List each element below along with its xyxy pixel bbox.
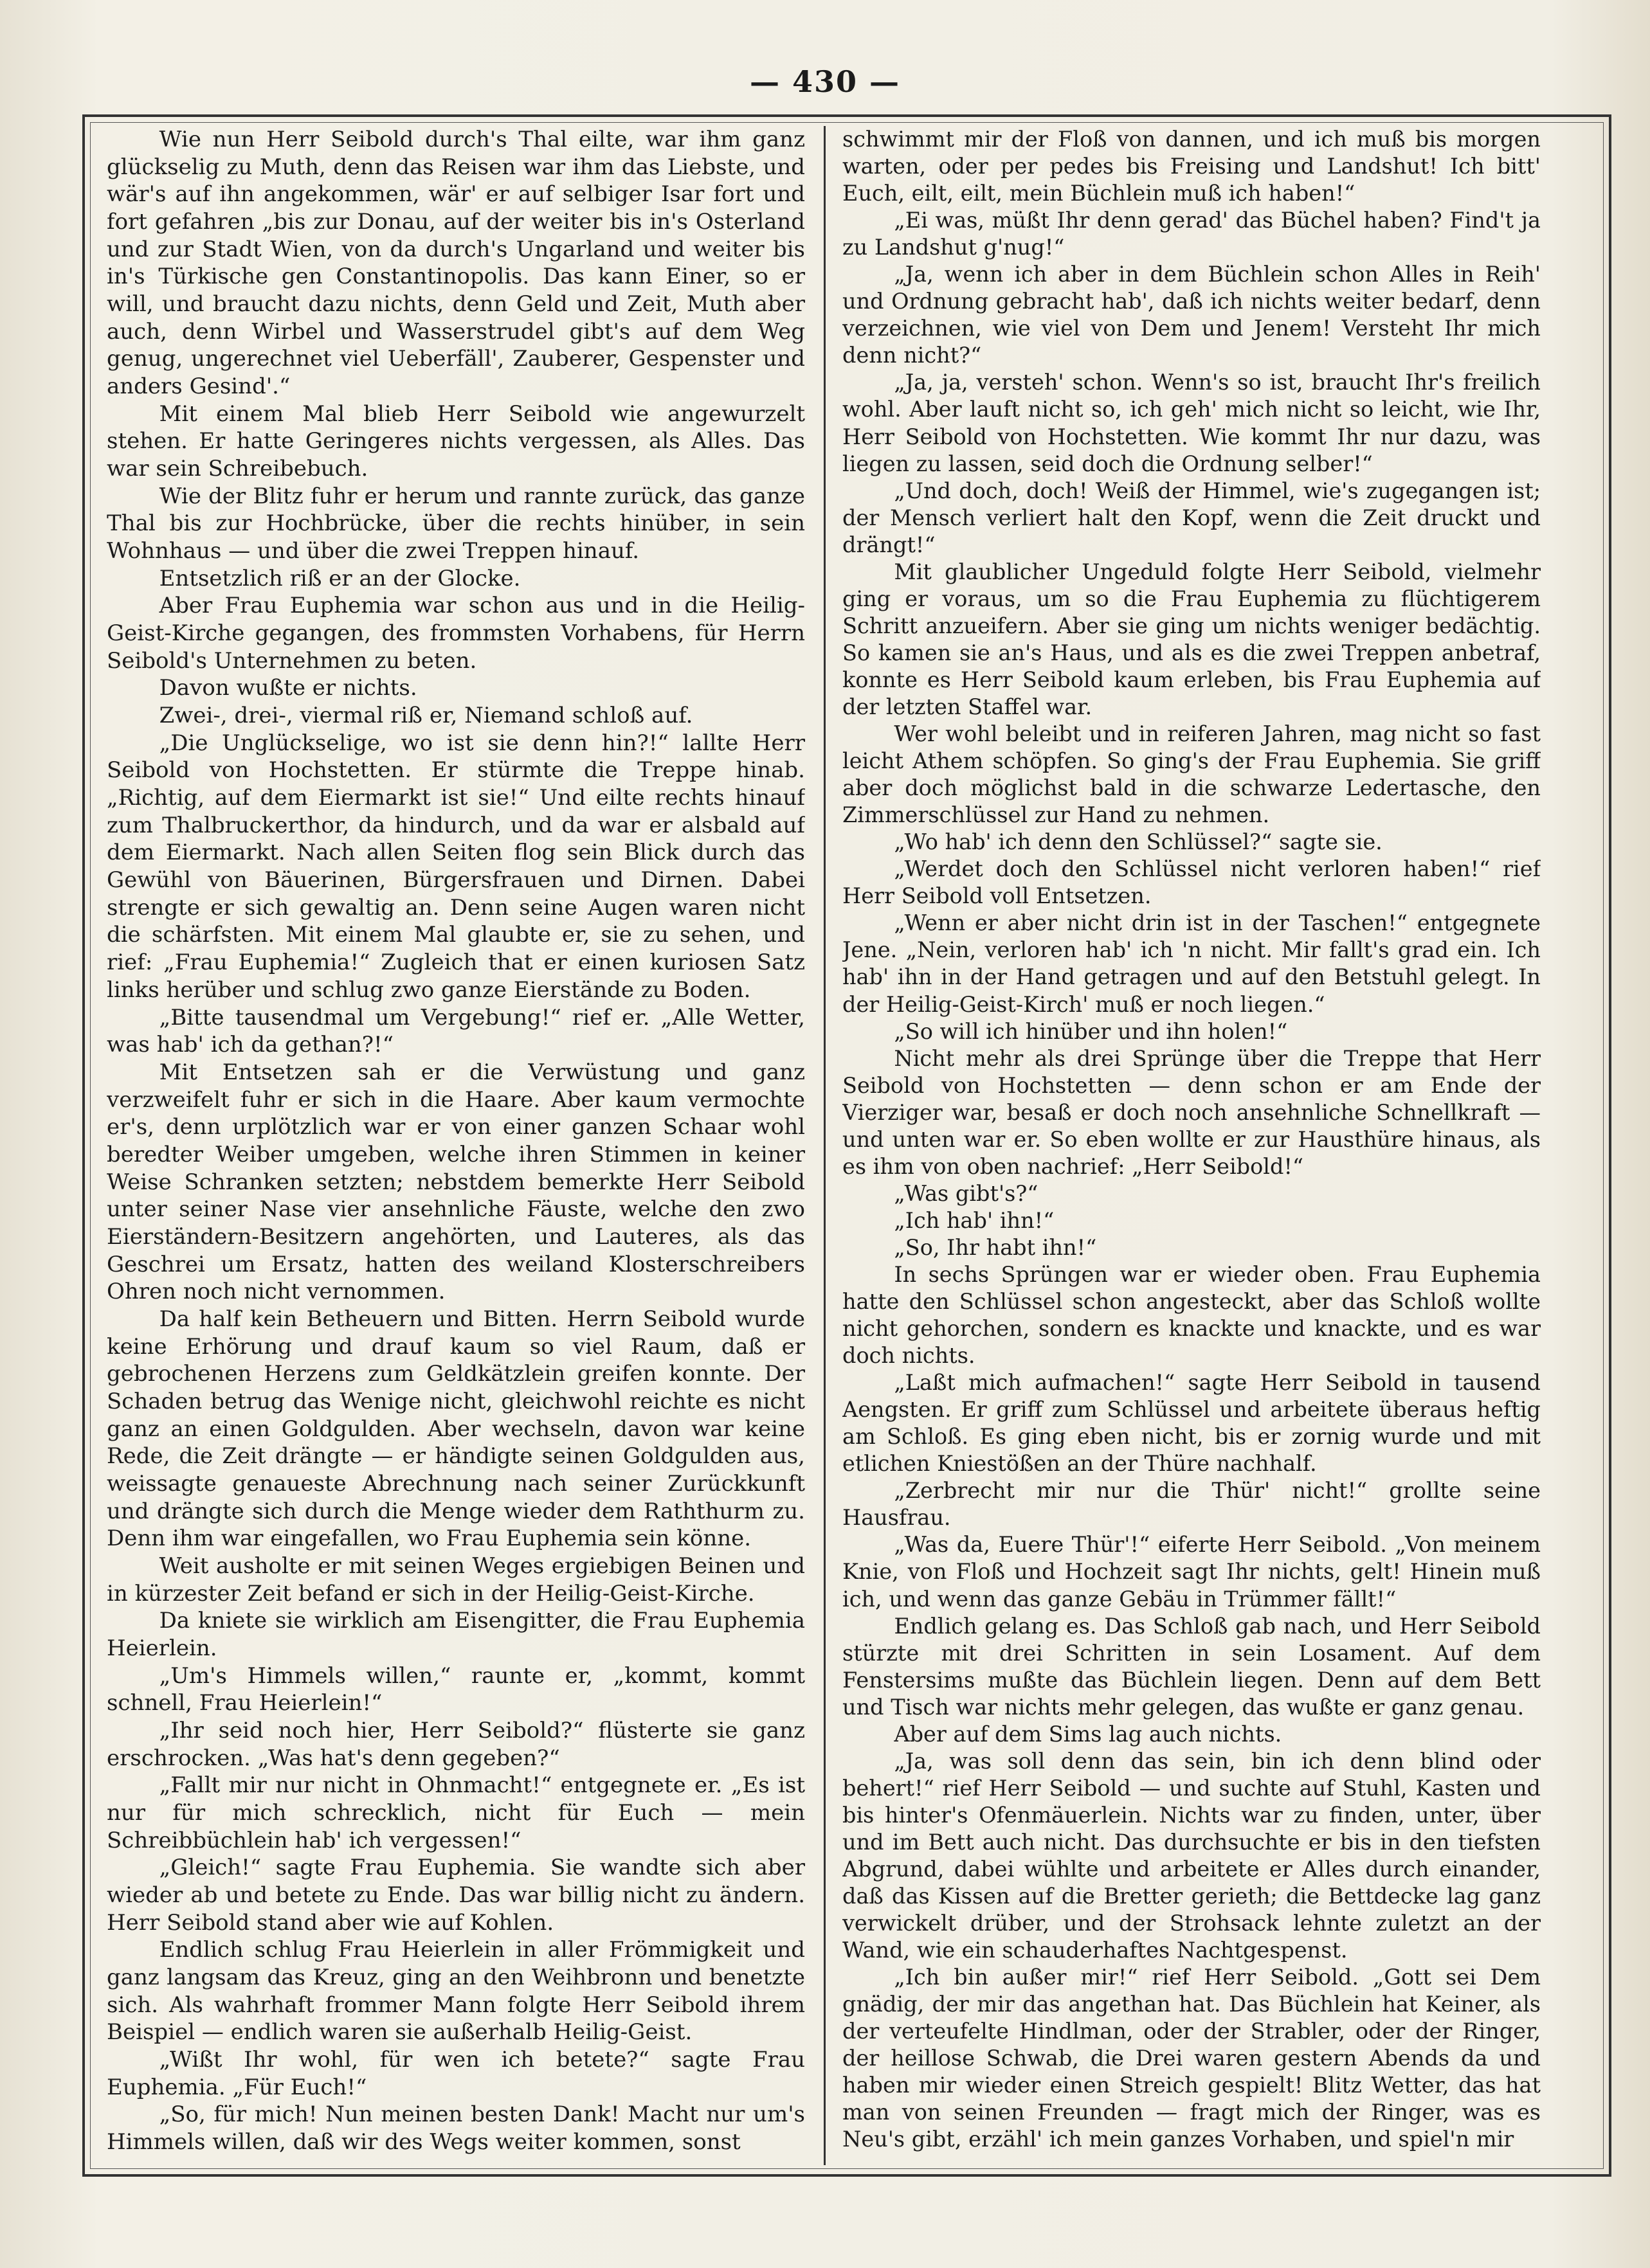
paragraph: „Bitte tausendmal um Vergebung!“ rief er. „Alle Wetter, was hab' ich da gethan?!“ (107, 1004, 805, 1058)
paragraph: „So will ich hinüber und ihn holen!“ (894, 1018, 1288, 1044)
paragraph: Endlich schlug Frau Heierlein in aller Frömmigkeit und ganz langsam das Kreuz, ging an den Weihbronn und benetzte sich. Als wahrhaft frommer Mann folgte Herr Seibold ihrem Beispiel — endlich waren sie außerhalb Heilig-Geist. (107, 1937, 805, 2046)
paragraph: „Was da, Euere Thür'!“ eiferte Herr Seibold. „Von meinem Knie, von Floß und Hochzeit sagt Ihr nichts, gelt! Hinein muß ich, und wenn das ganze Gebäu in Trümmer fällt!“ (842, 1532, 1541, 1612)
paragraph: „Gleich!“ sagte Frau Euphemia. Sie wandte sich aber wieder ab und betete zu Ende. Das war billig nicht zu ändern. Herr Seibold stand aber wie auf Kohlen. (107, 1855, 805, 1936)
paragraph: Zwei-, drei-, viermal riß er, Niemand schloß auf. (159, 703, 693, 729)
paragraph: Wie nun Herr Seibold durch's Thal eilte, war ihm ganz glückselig zu Muth, denn das Reisen war ihm das Liebste, und wär's auf ihn angekommen, wär' er auf selbiger Isar fort und fort gefahren „bis zur Donau, auf der weiter bis in's Osterland und zur Stadt Wien, von da durch's Ungarland und weiter bis in's Türkische gen Constantinopolis. Das kann Einer, so er will, und braucht dazu nichts, denn Geld und Zeit, Muth aber auch, denn Wirbel und Wasserstrudel gibt's auf dem Weg genug, ungerechnet viel Ueberfäll', Zauberer, Gespenster und anders Gesind'.“ (107, 127, 805, 400)
paragraph: Mit einem Mal blieb Herr Seibold wie angewurzelt stehen. Er hatte Geringeres nichts vergessen, als Alles. Das war sein Schreibebuch. (107, 401, 805, 482)
paragraph: Aber auf dem Sims lag auch nichts. (894, 1721, 1282, 1747)
paragraph: Davon wußte er nichts. (159, 675, 417, 701)
paragraph: „Wo hab' ich denn den Schlüssel?“ sagte sie. (894, 829, 1383, 855)
paragraph: Wer wohl beleibt und in reiferen Jahren, mag nicht so fast leicht Athem schöpfen. So ging's der Frau Euphemia. Sie griff aber doch möglichst bald in die schwarze Ledertasche, den Zimmerschlüssel zur Hand zu nehmen. (842, 721, 1541, 828)
paragraph: Mit glaublicher Ungeduld folgte Herr Seibold, vielmehr ging er voraus, um so die Frau Euphemia zu flüchtigerem Schritt anzueifern. Aber sie ging um nichts weniger bedächtig. So kamen sie an's Haus, und als es die zwei Treppen anbetraf, konnte es Herr Seibold kaum erleben, bis Frau Euphemia auf der letzten Staffel war. (842, 559, 1541, 719)
paragraph: Wie der Blitz fuhr er herum und rannte zurück, das ganze Thal bis zur Hochbrücke, über die rechts hinüber, in sein Wohnhaus — und über die zwei Treppen hinauf. (107, 483, 805, 564)
paragraph: „Ja, ja, versteh' schon. Wenn's so ist, braucht Ihr's freilich wohl. Aber lauft nicht so, ich geh' mich nicht so leicht, wie Ihr, Herr Seibold von Hochstetten. Wie kommt Ihr nur dazu, was liegen zu lassen, seid doch die Ordnung selber!“ (842, 370, 1541, 476)
right-column (842, 126, 1541, 2163)
paragraph: Weit ausholte er mit seinen Weges ergiebigen Beinen und in kürzester Zeit befand er sich in der Heilig-Geist-Kirche. (107, 1553, 805, 1607)
paragraph: „So, Ihr habt ihn!“ (894, 1234, 1097, 1260)
paragraph: Da half kein Betheuern und Bitten. Herrn Seibold wurde keine Erhörung und drauf kaum so viel Raum, daß er gebrochenen Herzens zum Geldkätzlein greifen konnte. Der Schaden betrug das Wenige nicht, gleichwohl reichte es nicht ganz an einen Goldgulden. Aber wechseln, davon war keine Rede, die Zeit drängte — er händigte seinen Goldgulden aus, weissagte genaueste Abrechnung nach seiner Zurückkunft und drängte sich durch die Menge wieder dem Raththurm zu. Denn ihm war eingefallen, wo Frau Euphemia sein könne. (107, 1306, 805, 1552)
paragraph: „So, für mich! Nun meinen besten Dank! Macht nur um's Himmels willen, daß wir des Wegs weiter kommen, sonst (107, 2102, 805, 2156)
paragraph: „Laßt mich aufmachen!“ sagte Herr Seibold in tausend Aengsten. Er griff zum Schlüssel und arbeitete überaus heftig am Schloß. Es ging eben nicht, bis er zornig wurde und mit etlichen Kniestößen an der Thüre nachhalf. (842, 1370, 1541, 1477)
paragraph: Da kniete sie wirklich am Eisengitter, die Frau Euphemia Heierlein. (107, 1608, 805, 1661)
paragraph: Aber Frau Euphemia war schon aus und in die Heilig-Geist-Kirche gegangen, des frommsten Vorhabens, für Herrn Seibold's Unternehmen zu beten. (107, 593, 805, 674)
page-number: — 430 — (749, 64, 901, 99)
paragraph: „Werdet doch den Schlüssel nicht verloren haben!“ rief Herr Seibold voll Entsetzen. (842, 856, 1541, 909)
paragraph: „Wißt Ihr wohl, für wen ich betete?“ sagte Frau Euphemia. „Für Euch!“ (107, 2047, 805, 2100)
paragraph: In sechs Sprüngen war er wieder oben. Frau Euphemia hatte den Schlüssel schon angesteckt, aber das Schloß wollte nicht gehorchen, sondern es knackte und knackte, und es war doch nichts. (842, 1261, 1541, 1369)
paragraph: „Ich bin außer mir!“ rief Herr Seibold. „Gott sei Dem gnädig, der mir das angethan hat. Das Büchlein hat Keiner, als der verteufelte Hindlman, oder der Strabler, oder der Ringer, der heillose Schwab, die Drei waren gestern Abends da und haben mir wieder einen Streich gespielt! Blitz Wetter, das hat man von seinen Freunden — fragt mich der Ringer, was es Neu's gibt, erzähl' ich mein ganzes Vorhaben, und spiel'n mir (842, 1965, 1541, 2152)
paragraph: „Ja, was soll denn das sein, bin ich denn blind oder behert!“ rief Herr Seibold — und suchte auf Stuhl, Kasten und bis hinter's Ofenmäuerlein. Nichts war zu finden, unter, über und im Bett auch nicht. Das durchsuchte er bis in den tiefsten Abgrund, dabei wühlte und arbeitete er Alles durch einander, daß das Kissen auf die Bretter gerieth; die Bettdecke lag ganz verwickelt drüber, und der Strohsack lehnte zuletzt an der Wand, wie ein schauderhaftes Nachtgespenst. (842, 1748, 1541, 1963)
paragraph: Entsetzlich riß er an der Glocke. (159, 565, 521, 591)
paragraph: Nicht mehr als drei Sprünge über die Treppe that Herr Seibold von Hochstetten — denn schon er am Ende der Vierziger war, besaß er doch noch ansehnliche Schnellkraft — und unten war er. So eben wollte er zur Hausthüre hinaus, als es ihm von oben nachrief: „Herr Seibold!“ (842, 1045, 1541, 1179)
paragraph: „Ei was, müßt Ihr denn gerad' das Büchel haben? Find't ja zu Landshut g'nug!“ (842, 208, 1541, 260)
paragraph: „Ja, wenn ich aber in dem Büchlein schon Alles in Reih' und Ordnung gebracht hab', daß ich nichts weiter bedarf, denn verzeichnen, wie viel von Dem und Jenem! Versteht Ihr mich denn nicht?“ (842, 262, 1541, 368)
paragraph: Mit Entsetzen sah er die Verwüstung und ganz verzweifelt fuhr er sich in die Haare. Aber kaum vermochte er's, denn urplötzlich war er von einer ganzen Schaar wohl beredter Weiber umgeben, welche ihren Stimmen in keiner Weise Schranken setzten; nebstdem bemerkte Herr Seibold unter seiner Nase vier ansehnliche Fäuste, welche den zwo Eierständern-Besitzern angehörten, und Lauteres, als das Geschrei um Ersatz, hatten des weiland Klosterschreibers Ohren noch nicht vernommen. (107, 1059, 805, 1305)
paragraph: „Die Unglückselige, wo ist sie denn hin?!“ lallte Herr Seibold von Hochstetten. Er stürmte die Treppe hinab. „Richtig, auf dem Eiermarkt ist sie!“ Und eilte rechts hinauf zum Thalbruckerthor, da hindurch, und da war er alsbald auf dem Eiermarkt. Nach allen Seiten flog sein Blick durch das Gewühl von Bäuerinen, Bürgersfrauen und Dirnen. Dabei strengte er sich gewaltig an. Denn seine Augen waren nicht die schärfsten. Mit einem Mal glaubte er, sie zu sehen, und rief: „Frau Euphemia!“ Zugleich that er einen kuriosen Satz links herüber und schlug zwo ganze Eierstände zu Boden. (107, 730, 805, 1003)
paragraph: „Ihr seid noch hier, Herr Seibold?“ flüsterte sie ganz erschrocken. „Was hat's denn gegeben?“ (107, 1717, 805, 1771)
paragraph: schwimmt mir der Floß von dannen, und ich muß bis morgen warten, oder per pedes bis Freising und Landshut! Ich bitt' Euch, eilt, eilt, mein Büchlein muß ich haben!“ (842, 127, 1541, 206)
left-column (107, 126, 805, 2163)
paragraph: „Und doch, doch! Weiß der Himmel, wie's zugegangen ist; der Mensch verliert halt den Kopf, wenn die Zeit druckt und drängt!“ (842, 478, 1541, 557)
paragraph: Endlich gelang es. Das Schloß gab nach, und Herr Seibold stürzte mit drei Schritten in sein Losament. Auf dem Fenstersims mußte das Büchlein liegen. Denn auf dem Bett und Tisch war nichts mehr gelegen, das wußte er ganz genau. (842, 1613, 1541, 1720)
paragraph: „Ich hab' ihn!“ (894, 1207, 1055, 1233)
paragraph: „Um's Himmels willen,“ raunte er, „kommt, kommt schnell, Frau Heierlein!“ (107, 1662, 805, 1716)
column-divider (824, 126, 826, 2165)
paragraph: „Zerbrecht mir nur die Thür' nicht!“ grollte seine Hausfrau. (842, 1478, 1541, 1531)
paragraph: „Fallt mir nur nicht in Ohnmacht!“ entgegnete er. „Es ist nur für mich schrecklich, nicht für Euch — mein Schreibbüchlein hab' ich vergessen!“ (107, 1772, 805, 1853)
paragraph: „Was gibt's?“ (894, 1180, 1038, 1206)
paragraph: „Wenn er aber nicht drin ist in der Taschen!“ entgegnete Jene. „Nein, verloren hab' ich 'n nicht. Mir fallt's grad ein. Ich hab' ihn in der Hand getragen und auf den Betstuhl gelegt. In der Heilig-Geist-Kirch' muß er noch liegen.“ (842, 910, 1541, 1017)
